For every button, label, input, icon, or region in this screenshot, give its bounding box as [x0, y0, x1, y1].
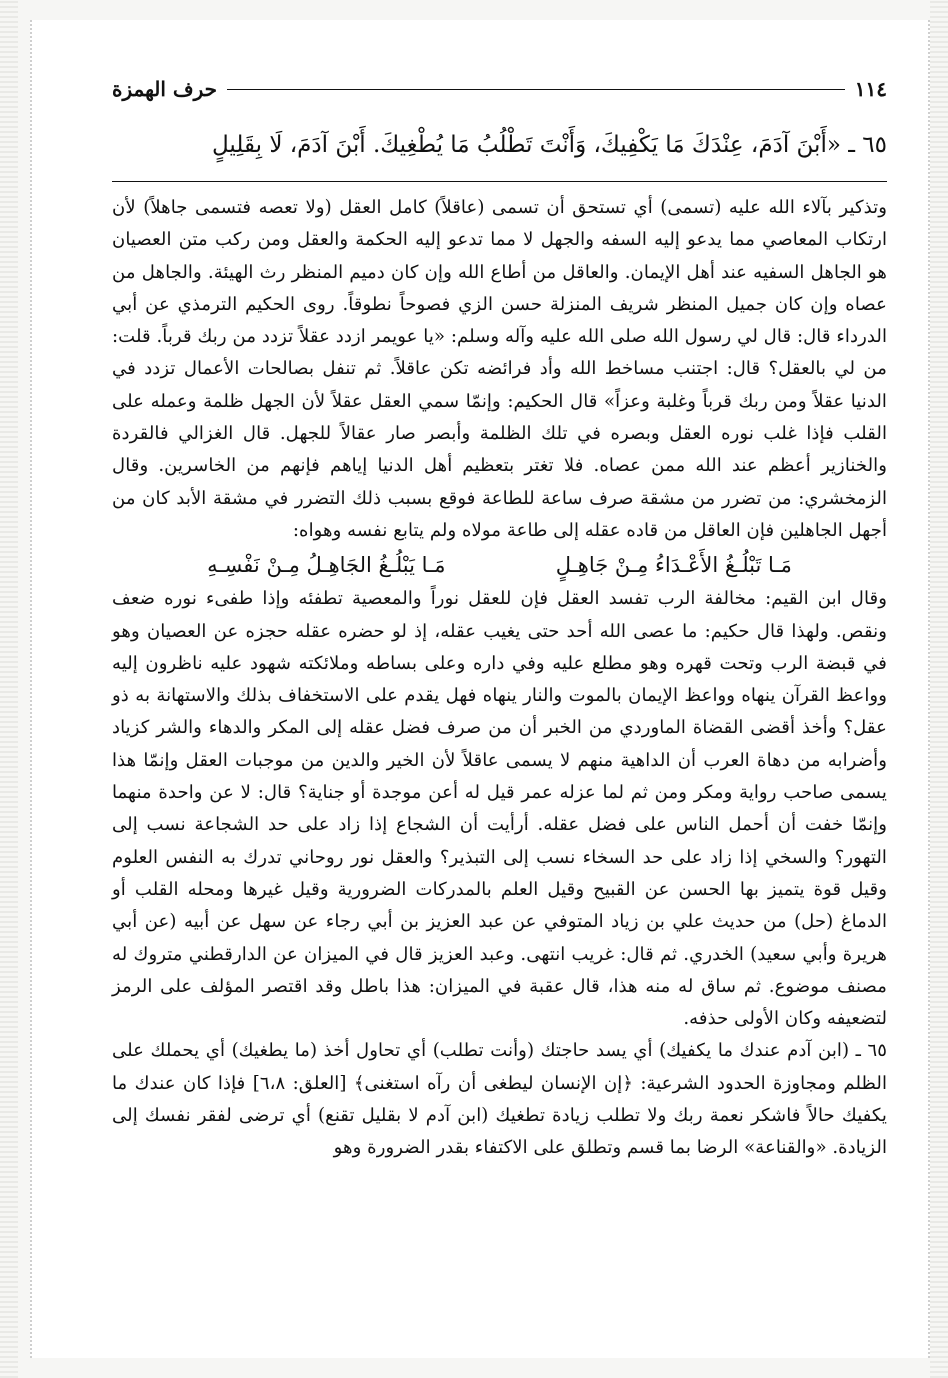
running-header: [112, 75, 887, 103]
poem-hemistich-right: مَـا تَبْلُـغُ الأَعْـدَاءُ مِـنْ جَاهِـلٍ: [555, 553, 792, 578]
header-rule: [227, 89, 845, 90]
commentary-paragraph-2: وقال ابن القيم: مخالفة الرب تفسد العقل فإن للعقل نوراً والمعصية تطفئه وإذا طفىء نوره ضعف ونقص. ولهذا قال حكيم: ما عصى الله أحد حتى يغيب عقله، إذ لو حضره عقله حجزه عن العصيان وهو في قبضة الرب وتحت قهره وهو مطلع عليه وفي داره وعلى بساطه وملائكته شهود عليه ناظرون إليه وواعظ القرآن ينهاه وواعظ الإيمان بالموت والنار ينهاه فهل يقدم على الاستخفاف بذلك والاستهانة به ذو عقل؟ وأخذ أقضى القضاة الماوردي من الخبر أن من صرف فضل عقله إلى المكر والدهاء والشر كزياد وأضرابه من دهاة العرب أن الداهية منهم لا يسمى عاقلاً لأن الخير والدين من موجبات العقل وإنمّا هذا يسمى صاحب رواية ومكر ومن ثم لما عزله عمر قيل له أعن موجدة أو جناية؟ قال: لا عن واحدة منهما وإنمّا خفت أن أحمل الناس على فضل عقله. أرأيت أن الشجاع إذا زاد على حد الشجاعة نسب إلى التهور؟ والسخي إذا زاد على حد السخاء نسب إلى التبذير؟ والعقل نور روحاني تدرك به النفس العلوم وقيل قوة يتميز بها الحسن عن القبيح وقيل العلم بالمدركات الضرورية وقيل غيرها ومحله القلب أو الدماغ (حل) من حديث علي بن زياد المتوفي عن عبد العزيز بن أبي رجاء عن سهل عن أبيه (عن أبي هريرة وأبي سعيد) الخدري. ثم قال: غريب انتهى. وعبد العزيز قال في الميزان عن الدارقطني متروك له مصنف موضوع. ثم ساق له منه هذا، قال عقبة في الميزان: هذا باطل وقد اقتصر المؤلف على الرمز لتضعيفه وكان الأولى حذفه.: [112, 588, 887, 1030]
scan-edge-left: [0, 0, 18, 1378]
commentary: [112, 192, 887, 1165]
chapter-title: حرف الهمزة: [112, 77, 218, 101]
commentary-paragraph-3: ٦٥ ـ (ابن آدم عندك ما يكفيك) أي يسد حاجتك (وأنت تطلب) أي تحاول أخذ (ما يطغيك) أي يحملك على الظلم ومجاوزة الحدود الشرعية: ﴿إن الإنسان ليطغى أن رآه استغنى﴾ [العلق: ٦،٨] فإذا كان عندك ما يكفيك حالاً فاشكر نعمة ربك ولا تطلب زيادة تطغيك (ابن آدم لا بقليل تقنع) أي ترضى لفقر نفسك إلى الزيادة. «والقناعة» الرضا بما قسم وتطلق على الاكتفاء بقدر الضرورة وهو: [112, 1040, 887, 1159]
commentary-paragraph-1: وتذكير بآلاء الله عليه (تسمى) أي تستحق أن تسمى (عاقلاً) كامل العقل (ولا تعصه فتسمى جاهلاً) لأن ارتكاب المعاصي مما يدعو إليه السفه والجهل لا مما تدعو إليه الحكمة والعقل ومن ركب متن العصيان هو الجاهل السفيه عند أهل الإيمان. والعاقل من أطاع الله وإن كان دميم المنظر رث الهيئة. والجاهل من عصاه وإن كان جميل المنظر شريف المنزلة حسن الزي فصوحاً نطوقاً. روى الحكيم الترمذي عن أبي الدرداء قال: قال لي رسول الله صلى الله عليه وآله وسلم: «يا عويمر ازدد عقلاً تزدد من ربك قرباً. قلت: من لي بالعقل؟ قال: اجتنب مساخط الله وأد فرائضه تكن عاقلاً. ثم تنفل بصالحات الأعمال تزدد في الدنيا عقلاً ومن ربك قرباً وغلبة وعزاً» قال الحكيم: وإنمّا سمي العقل عقلاً لأن الجهل ظلمة وعمله على القلب فإذا غلب نوره العقل وبصره في تلك الظلمة وأبصر صار عقالاً للجهل. قال الغزالي فالقردة والخنازير أعظم عند الله ممن عصاه. فلا تغتر بتعظيم أهل الدنيا إياهم فإنهم من الخاسرين. وقال الزمخشري: من تضرر من مشقة صرف ساعة للطاعة فوقع بسبب ذلك التضرر في مشقة الأبد كان من أجهل الجاهلين فإن العاقل من قاده عقله إلى طاعة مولاه ولم يتابع نفسه وهواه:: [112, 197, 887, 541]
page-number: ١١٤: [854, 77, 887, 101]
poem-verse: [152, 547, 847, 583]
book-page: [30, 20, 930, 1358]
page-content: [112, 75, 887, 1165]
commentary-separator: [112, 181, 887, 182]
hadith-text: ٦٥ ـ «أَبْنَ آدَمَ، عِنْدَكَ مَا يَكْفِيكَ، وَأَنْتَ تَطْلُبُ مَا يُطْغِيكَ. أَبْنَ آدَمَ، لَا بِقَلِيلٍ: [212, 132, 887, 158]
scan-edge-right: [930, 0, 948, 1378]
poem-hemistich-left: مَـا يَبْلُـغُ الجَاهِـلُ مِـنْ نَفْسِـهِ: [207, 553, 446, 578]
